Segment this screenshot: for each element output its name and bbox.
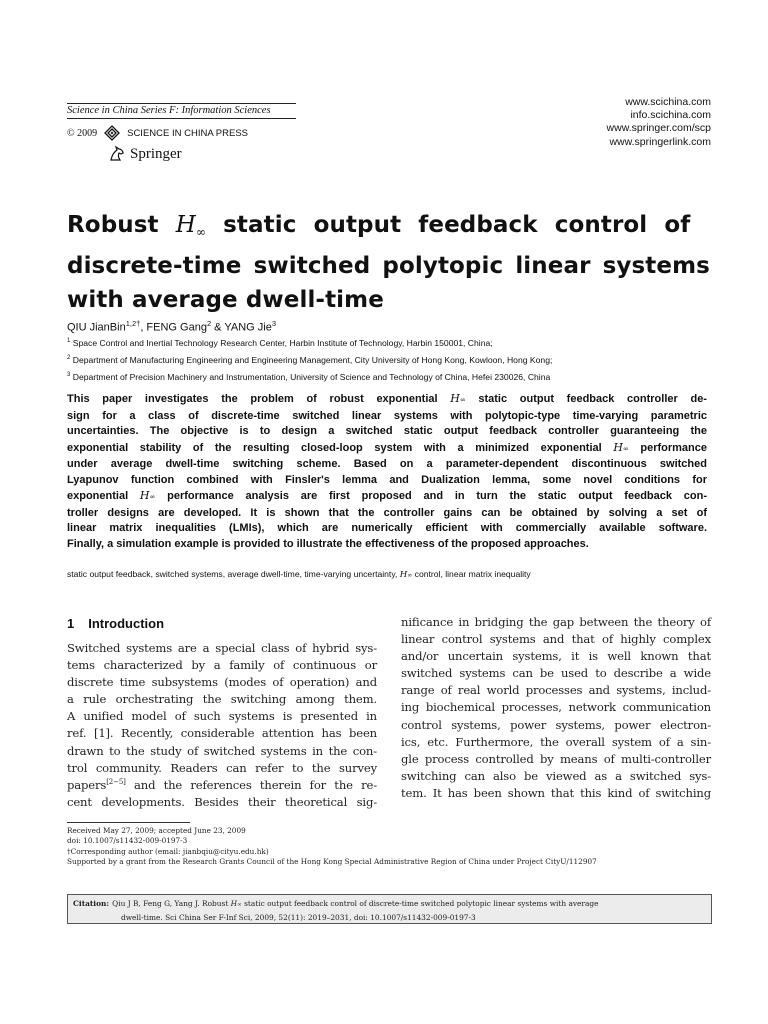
body-line: switching can also be viewed as a switched sys- (401, 768, 711, 783)
footnote-divider (67, 822, 190, 823)
body-line: cent developments. Besides their theoretical sig- (67, 794, 377, 809)
body-line: drawn to the study of switched systems in the con- (67, 743, 377, 758)
h-infinity-symbol: H∞ (613, 440, 629, 454)
title-part: Robust (67, 212, 159, 238)
body-line: ics, etc. Furthermore, the overall system of a sin- (401, 734, 711, 749)
springer-logo (108, 145, 182, 163)
springer-name: Springer (130, 145, 182, 162)
body-line: trol community. Readers can refer to the survey (67, 760, 377, 775)
title-line-3: with average dwell-time (67, 287, 384, 313)
url-link[interactable]: www.springer.com/scp (606, 122, 711, 135)
section-heading (67, 616, 164, 631)
received-date: Received May 27, 2009; accepted June 23, 2009 (67, 826, 246, 835)
corresponding-author: †Corresponding author (email: jianbqiu@cityu.edu.hk) (67, 846, 269, 856)
funding-note: Supported by a grant from the Research Grants Council of the Hong Kong Special Administrative Region of China under Project CityU/112907 (67, 857, 597, 867)
citation-text: dwell-time. Sci China Ser F-Inf Sci, 2009, 52(11): 2019–2031, doi: 10.1007/s11432-009-0197-3 (121, 912, 476, 922)
affiliation: $^3$ Department of Precision Machinery and Instrumentation, University of Science and Technology of China, Hefei 230026, China (67, 372, 551, 382)
body-line: A unified model of such systems is presented in (67, 709, 377, 724)
keywords: static output feedback, switched systems, average dwell-time, time-varying uncertainty, H∞ control, linear matrix inequality (67, 569, 531, 580)
publisher-urls (607, 96, 711, 149)
body-line: discrete time subsystems (modes of operation) and (67, 675, 377, 690)
url-link[interactable]: www.springerlink.com (609, 135, 711, 148)
body-column-left (67, 640, 377, 811)
body-line: tems characterized by a family of continuous or (67, 658, 377, 673)
body-line: a rule orchestrating the switching among them. (67, 692, 377, 707)
affiliation: $^1$ Space Control and Inertial Technology Research Center, Harbin Institute of Technology, Harbin 150001, China; (67, 338, 493, 348)
science-in-china-press-logo-icon (103, 125, 121, 141)
footnotes (67, 826, 712, 868)
h-infinity-symbol: H∞ (175, 212, 207, 239)
body-line: Switched systems are a special class of hybrid sys- (67, 641, 377, 655)
body-column-right (401, 614, 711, 802)
title-line-2: discrete-time switched polytopic linear systems (67, 253, 710, 279)
h-infinity-symbol: H∞ (139, 489, 156, 502)
journal-name: Science in China Series F: Information Sciences (67, 103, 296, 119)
author-affil-mark: 2 (206, 319, 212, 328)
citation-label: Citation: (73, 899, 110, 908)
springer-horse-icon (108, 145, 126, 163)
body-line: ing biochemical processes, network communication (401, 700, 711, 715)
body-line: gle process controlled by means of multi-controller (401, 751, 711, 766)
body-line: ref. [1]. Recently, considerable attention has been (67, 726, 377, 741)
citation-ref[interactable]: [2−5] (106, 777, 126, 786)
abstract: This paper investigates the problem of robust exponential H∞ static output feedback controller de- sign for a class of discrete-time switched linear systems with polytopic-type time-varying parametric uncertainties. The objective is to design a switched static output feedback controller guaranteeing the exponential stability of the resulting closed-loop system with a minimized exponential H∞ performance under average dwell-time switching scheme. Based on a parameter-dependent discontinuous switched Lyapunov function combined with Finsler's lemma and Dualization lemma, some novel conditions for exponential H∞ performance analysis are first proposed and in turn the static output feedback con- troller designs are developed. It is shown that the controller gains can be obtained by solving a set of linear matrix inequalities (LMIs), which are numerically efficient with commercially available software. Finally, a simulation example is provided to illustrate the effectiveness of the proposed approaches. (67, 392, 707, 550)
body-line: papers[2−5] and the references therein for the re- (67, 777, 377, 792)
author-name: QIU JianBin (67, 321, 126, 334)
press-name: SCIENCE IN CHINA PRESS (127, 127, 248, 139)
body-line: range of real world processes and systems, includ- (401, 683, 711, 698)
section-number: 1 (67, 616, 75, 631)
doi-footnote: doi: 10.1007/s11432-009-0197-3 (67, 836, 188, 846)
h-infinity-symbol: H∞ (399, 570, 413, 580)
h-infinity-symbol: H∞ (450, 392, 466, 405)
url-link[interactable]: www.scichina.com (625, 96, 711, 108)
body-line: control systems, power systems, power electron- (401, 717, 711, 732)
h-infinity-symbol: H∞ (230, 899, 242, 908)
body-line: nificance in bridging the gap between the theory of (401, 615, 711, 629)
author-name: & YANG Jie (211, 321, 272, 334)
affiliation: $^2$ Department of Manufacturing Engineering and Engineering Management, City University of Hong Kong, Kowloon, Hong Kong; (67, 355, 553, 365)
author-list (67, 319, 276, 334)
citation-box: Citation: Qiu J B, Feng G, Yang J. Robust H∞ static output feedback control of discrete-time switched polytopic linear systems with average dwell-time. Sci China Ser F-Inf Sci, 2009, 52(11): 2019–2031, doi: 10.1007/s11432-009-0197-3 (67, 894, 712, 924)
body-line: linear control systems and that of highly complex (401, 632, 711, 647)
author-affil-mark: 1,2† (125, 319, 141, 328)
url-link[interactable]: info.scichina.com (630, 109, 711, 122)
section-title: Introduction (88, 616, 165, 631)
paper-title (67, 208, 710, 317)
body-line: tem. It has been shown that this kind of switching (401, 785, 711, 800)
copyright-year: © 2009 (67, 127, 98, 139)
body-line: and/or uncertain systems, it is well known that (401, 649, 711, 664)
copyright-line (67, 125, 248, 141)
body-line: switched systems can be used to describe a wide (401, 666, 711, 681)
author-name: , FENG Gang (140, 321, 207, 334)
title-part: static output feedback control of (223, 212, 691, 238)
author-affil-mark: 3 (271, 319, 277, 328)
